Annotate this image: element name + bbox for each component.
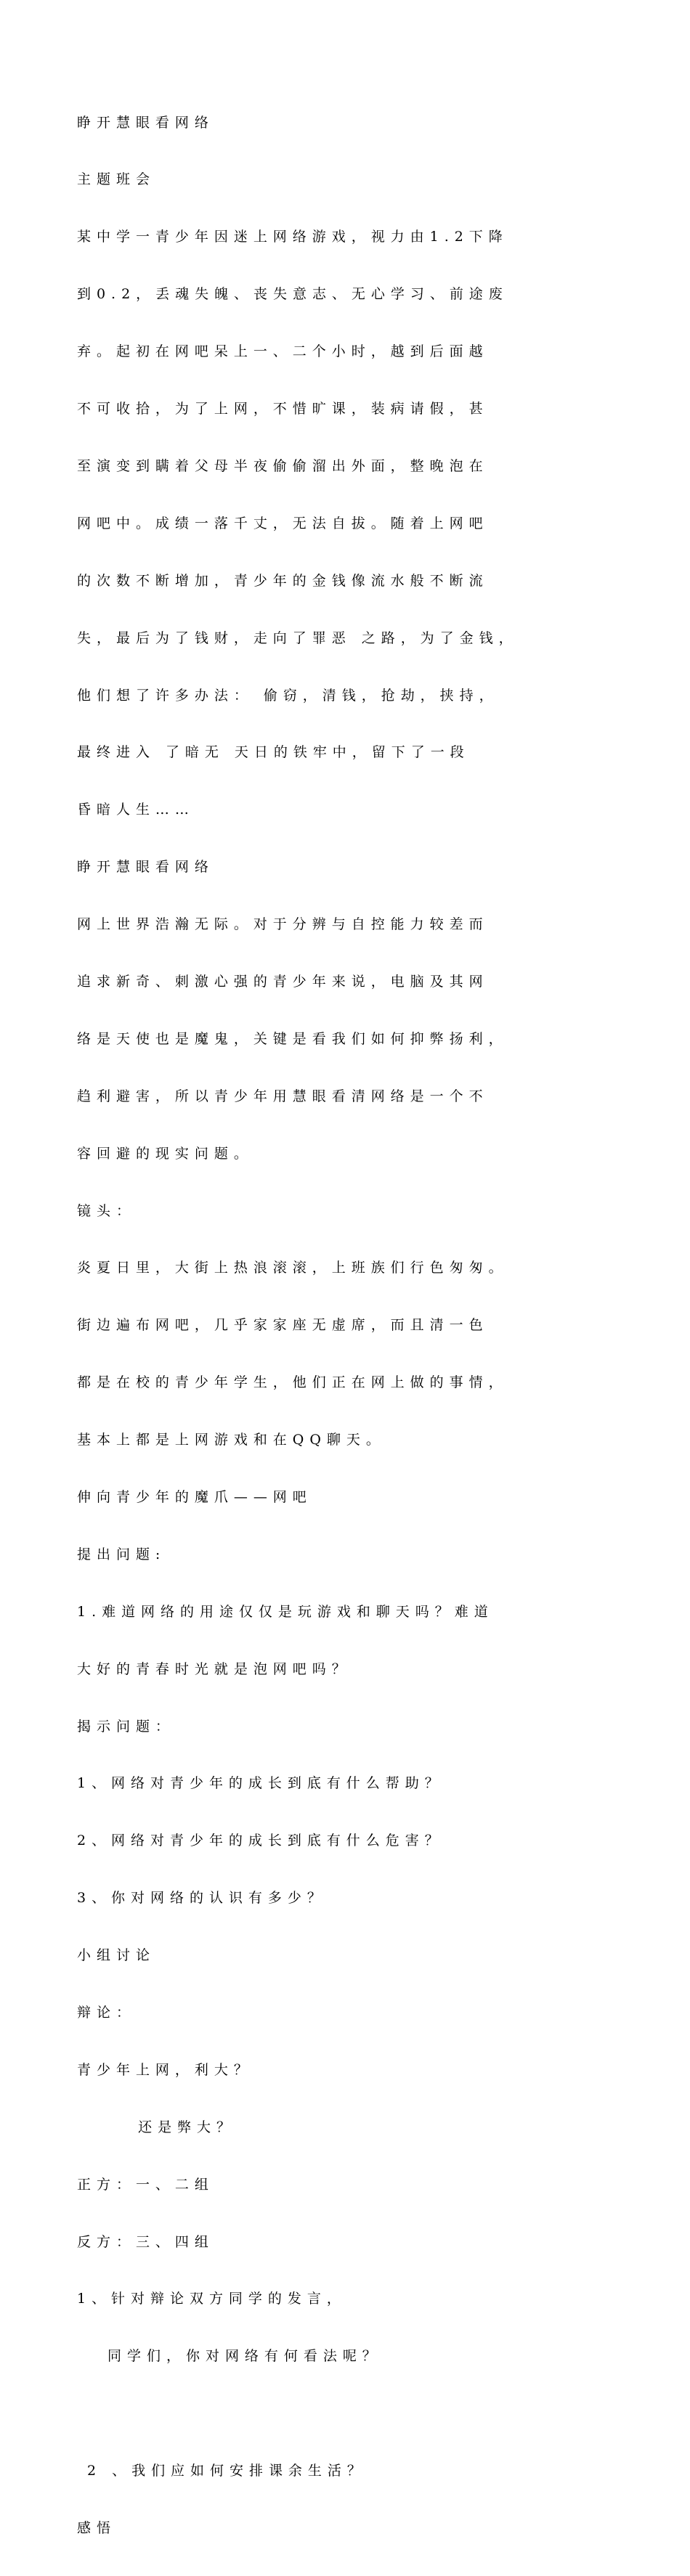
list-item: 2 、我们应如何安排课余生活？ (77, 2463, 367, 2479)
paragraph-line: 网吧中。成绩一落千丈，无法自拔。随着上网吧 (77, 515, 489, 531)
paragraph-line: 青少年上网，利大？ (77, 2061, 253, 2078)
paragraph-line: 反方：三、四组 (77, 2233, 214, 2250)
list-item: 3、你对网络的认识有多少？ (77, 1890, 327, 1907)
paragraph-line: 同学们，你对网络有何看法呢？ (77, 2348, 382, 2365)
paragraph-line: 他们想了许多办法： 偷窃，清钱，抢劫，挟持， (77, 687, 499, 704)
paragraph-line: 昏暗人生…… (77, 802, 195, 818)
paragraph-line: 到0.2，丢魂失魄、丧失意志、无心学习、前途废 (77, 286, 508, 303)
document-subtitle: 主题班会 (77, 171, 155, 188)
paragraph-line: 不可收拾，为了上网，不惜旷课，装病请假，甚 (77, 401, 489, 417)
paragraph-line: 络是天使也是魔鬼，关键是看我们如何抑弊扬利， (77, 1030, 508, 1047)
paragraph-line: 炎夏日里，大街上热浪滚滚，上班族们行色匆匆。 (77, 1260, 508, 1276)
paragraph-line: 大好的青春时光就是泡网吧吗？ (77, 1660, 352, 1677)
list-item: 2、网络对青少年的成长到底有什么危害？ (77, 1833, 445, 1849)
paragraph-line: 追求新奇、刺激心强的青少年来说，电脑及其网 (77, 973, 489, 990)
list-item: 1、针对辩论双方同学的发言， (77, 2291, 346, 2307)
section-heading: 睁开慧眼看网络 (77, 859, 214, 876)
section-heading: 感悟 (77, 2520, 116, 2536)
paragraph-line: 趋利避害，所以青少年用慧眼看清网络是一个不 (77, 1088, 489, 1104)
section-heading: 辩论： (77, 2004, 136, 2021)
paragraph-line: 至演变到瞒着父母半夜偷偷溜出外面，整晚泡在 (77, 457, 489, 474)
section-heading: 镜头： (77, 1202, 136, 1219)
document-body (77, 75, 629, 2576)
paragraph-line: 正方：一、二组 (77, 2176, 214, 2193)
section-heading: 小组讨论 (77, 1947, 155, 1964)
paragraph-line: 基本上都是上网游戏和在QQ聊天。 (77, 1432, 386, 1448)
paragraph-line: 弃。起初在网吧呆上一、二个小时，越到后面越 (77, 343, 489, 360)
paragraph-line: 都是在校的青少年学生，他们正在网上做的事情， (77, 1374, 508, 1391)
paragraph-line: 某中学一青少年因迷上网络游戏，视力由1.2下降 (77, 229, 508, 245)
paragraph-line: 还是弊大？ (77, 2119, 237, 2135)
paragraph-line: 的次数不断增加，青少年的金钱像流水般不断流 (77, 572, 489, 589)
paragraph-line: 容回避的现实问题。 (77, 1145, 253, 1162)
section-heading: 揭示问题： (77, 1718, 175, 1735)
paragraph-line: 网上世界浩瀚无际。对于分辨与自控能力较差而 (77, 916, 489, 933)
paragraph-line: 失，最后为了钱财，走向了罪恶 之路，为了金钱， (77, 629, 519, 646)
list-item: 1、网络对青少年的成长到底有什么帮助？ (77, 1775, 445, 1792)
section-heading: 伸向青少年的魔爪——网吧 (77, 1488, 312, 1505)
blank-line (77, 2404, 629, 2423)
section-heading: 提出问题: (77, 1546, 166, 1562)
paragraph-line: 最终进入 了暗无 天日的铁牢中，留下了一段 (77, 744, 470, 761)
paragraph-line: 街边遍布网吧，几乎家家座无虚席，而且清一色 (77, 1317, 489, 1334)
paragraph-line: 1.难道网络的用途仅仅是玩游戏和聊天吗？难道 (77, 1603, 494, 1620)
document-title: 睁开慧眼看网络 (77, 114, 214, 131)
